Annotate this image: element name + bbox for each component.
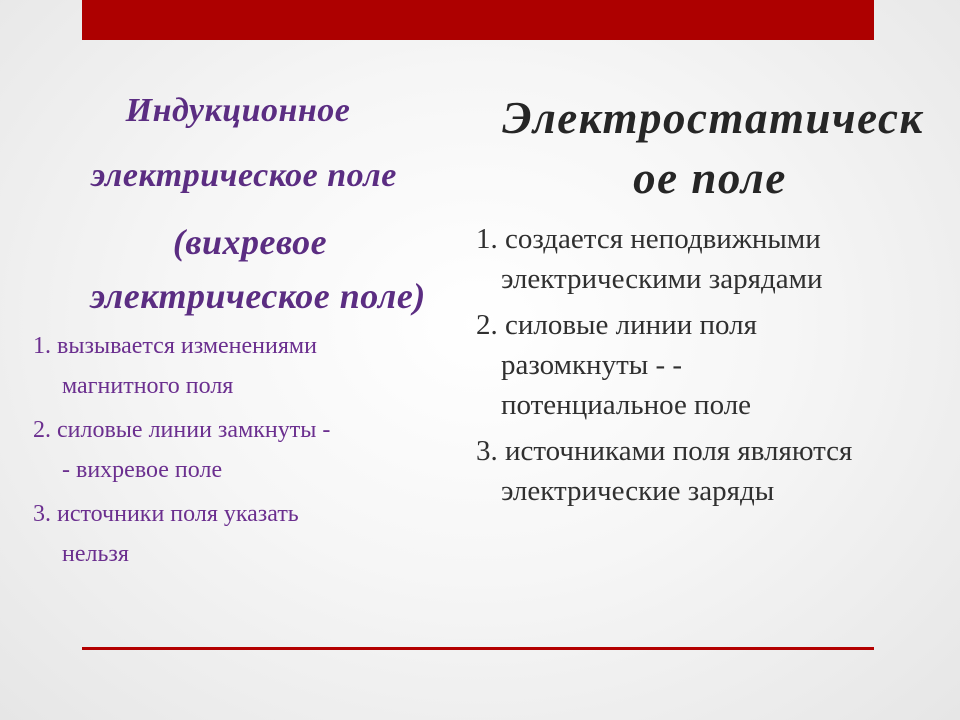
left-title-line-2: электрическое поле <box>91 157 397 194</box>
list-item-text: магнитного поля <box>62 373 234 399</box>
bottom-divider <box>82 647 874 650</box>
left-title-line-4: электрическое поле) <box>90 276 426 316</box>
list-item-text: нельзя <box>62 541 129 567</box>
list-item <box>33 326 433 406</box>
left-list <box>33 326 433 578</box>
list-item-number: 2. <box>476 309 498 341</box>
list-item-text: источники поля указать <box>57 501 299 527</box>
list-item-text: электрическими зарядами <box>501 263 823 295</box>
list-item <box>476 219 946 299</box>
list-item-text: силовые линии замкнуты - <box>57 417 331 443</box>
list-item-number: 1. <box>33 333 51 359</box>
right-title-line-1: Электростатическ <box>502 93 924 143</box>
list-item <box>33 410 433 490</box>
list-item-text: силовые линии поля <box>505 309 757 341</box>
list-item-text: создается неподвижными <box>505 223 821 255</box>
list-item-number: 3. <box>33 501 51 527</box>
list-item <box>476 431 946 511</box>
list-item-text: - вихревое поле <box>62 457 223 483</box>
list-item-text: источниками поля являются <box>505 435 853 467</box>
left-title-line-3: (вихревое <box>172 222 328 262</box>
left-title-line-1: Индукционное <box>125 92 351 129</box>
list-item-text: разомкнуты - - <box>501 349 683 381</box>
list-item <box>33 494 433 574</box>
list-item-number: 1. <box>476 223 498 255</box>
top-accent-bar <box>82 0 874 40</box>
list-item <box>476 305 946 425</box>
list-item-number: 2. <box>33 417 51 443</box>
list-item-text: потенциальное поле <box>501 389 752 421</box>
list-item-text: электрические заряды <box>501 475 775 507</box>
right-list <box>476 219 946 517</box>
right-title-line-2: ое поле <box>633 153 787 203</box>
list-item-number: 3. <box>476 435 498 467</box>
list-item-text: вызывается изменениями <box>57 333 317 359</box>
